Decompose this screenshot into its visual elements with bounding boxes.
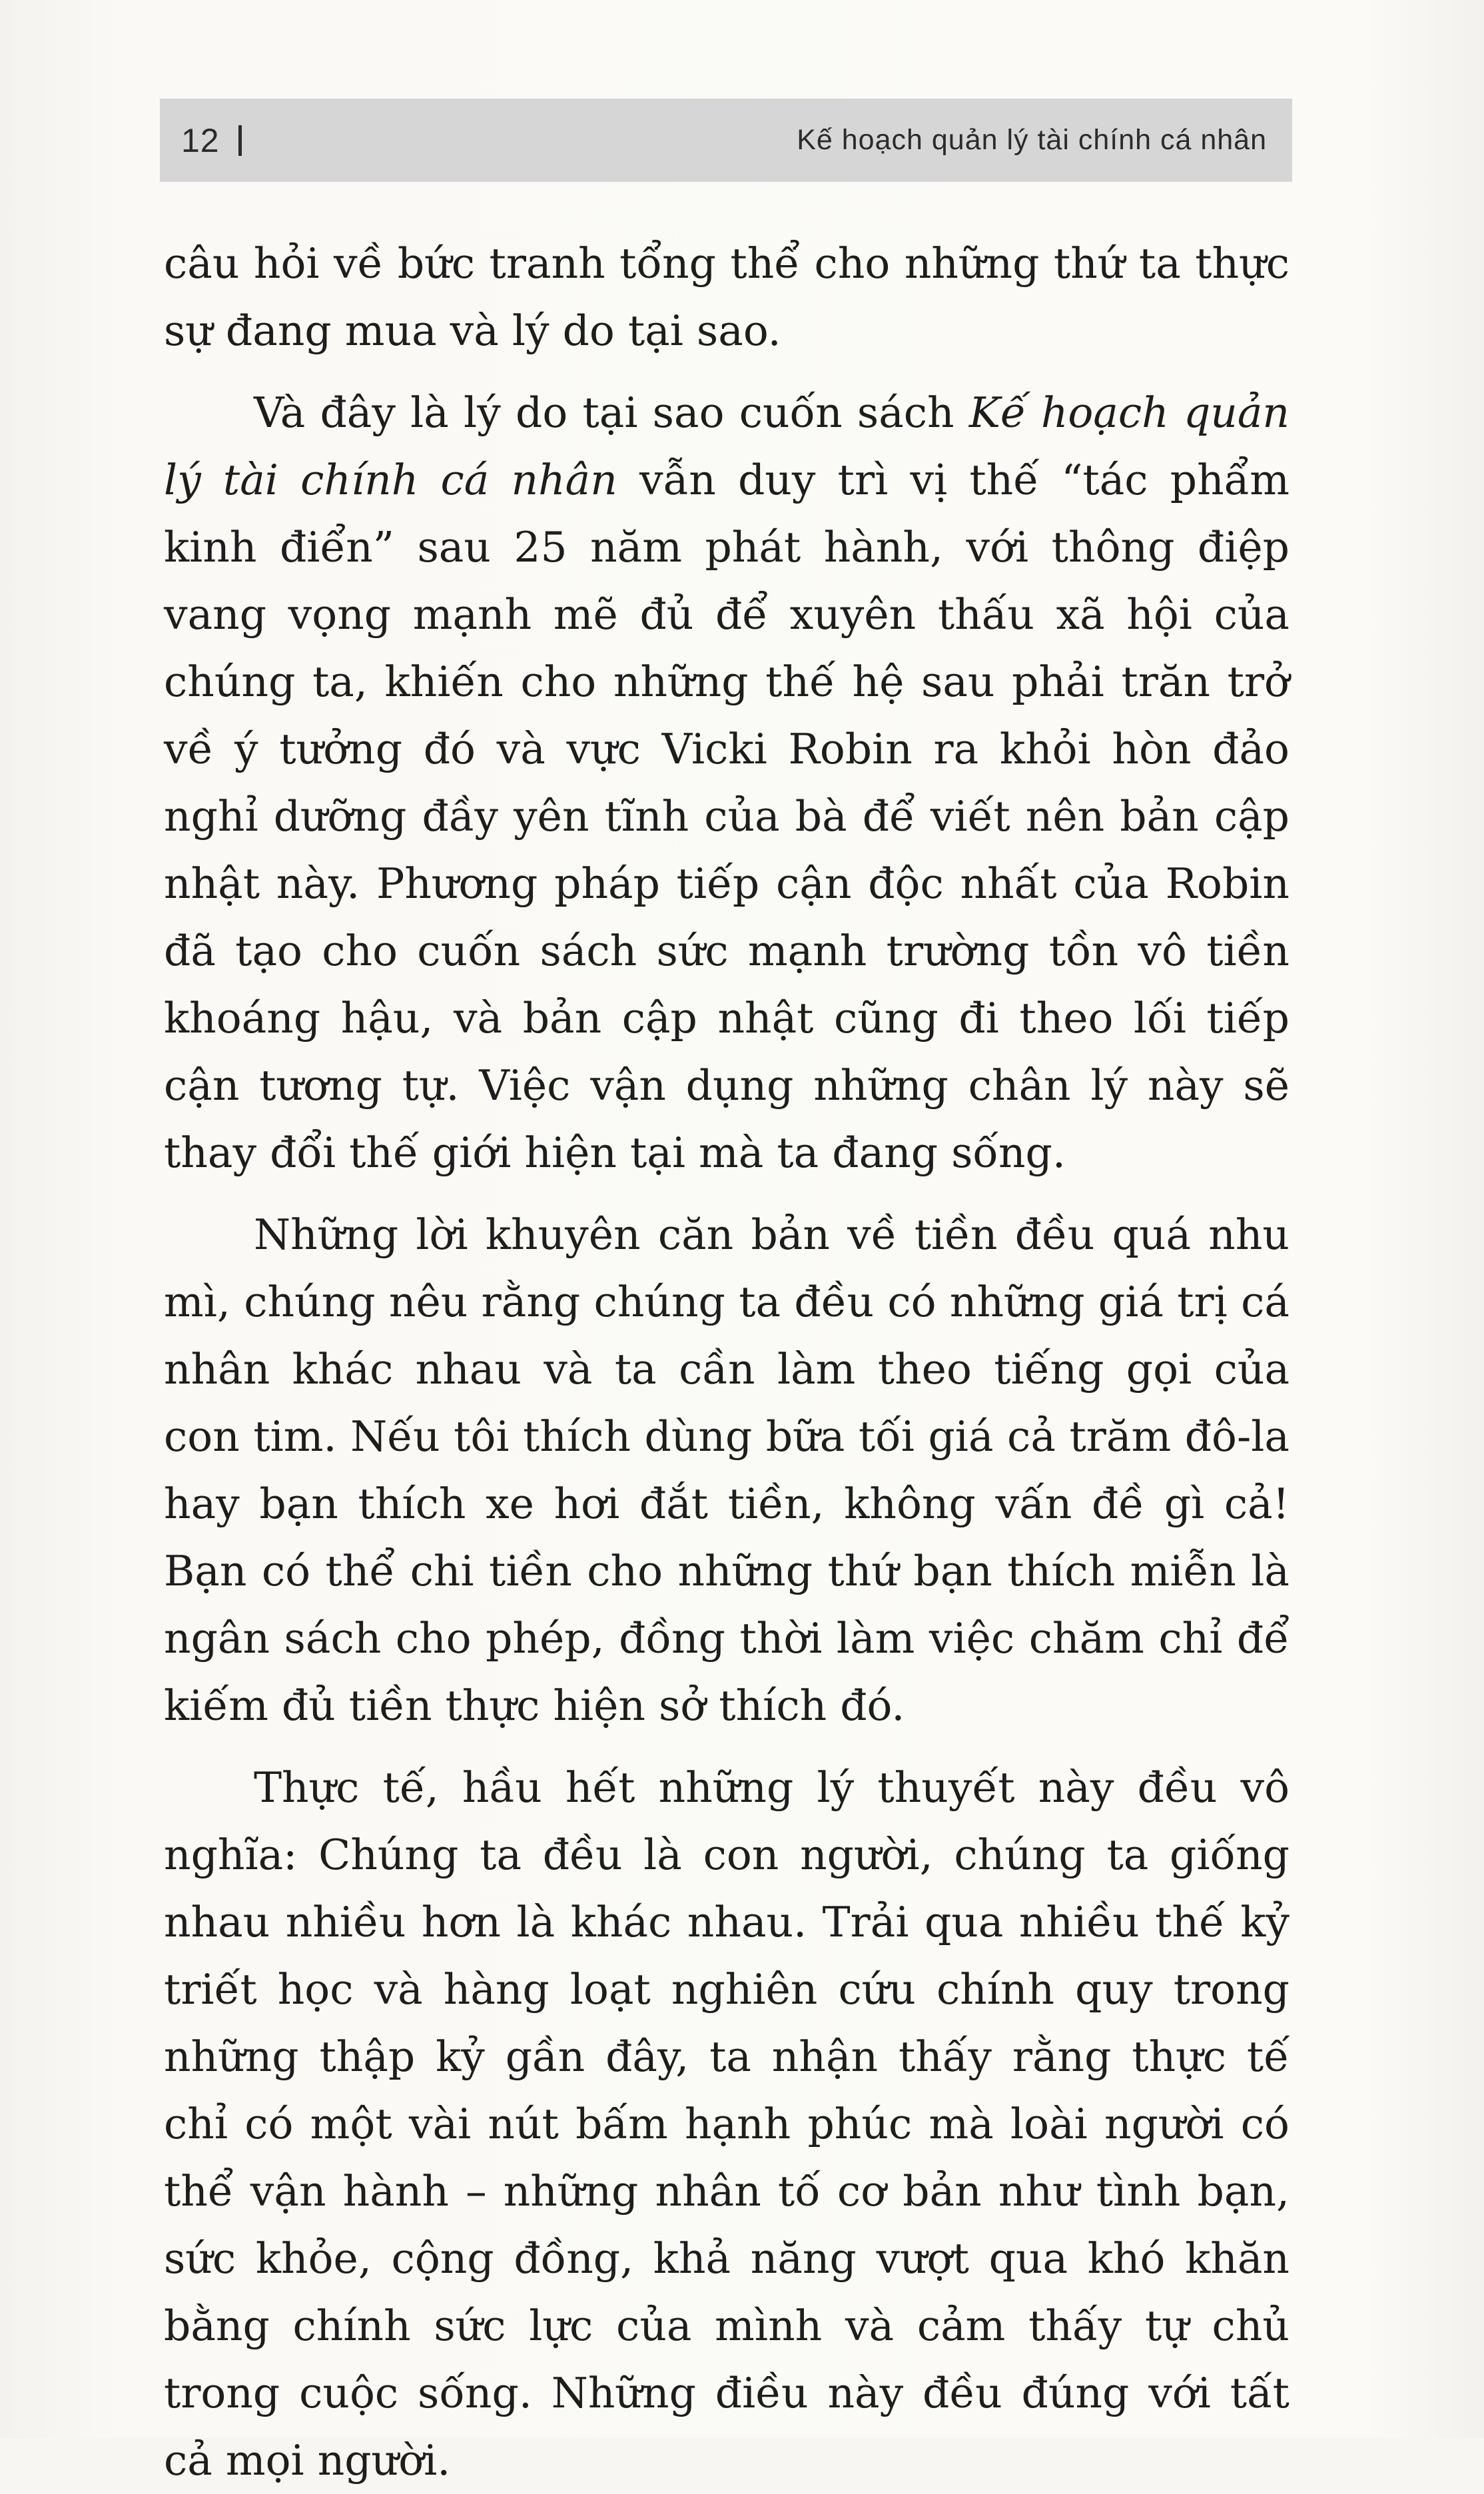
paragraph-2-rest: vẫn duy trì vị thế “tác phẩm kinh điển” sau 25 năm phát hành, với thông điệp vang vọng mạnh mẽ đủ để xuyên thấu xã hội của chúng ta, khiến cho những thế hệ sau phải trăn trở về ý tưởng đó và vực Vicki Robin ra khỏi hòn đảo nghỉ dưỡng đầy yên tĩnh của bà để viết nên bản cập nhật này. Phương pháp tiếp cận độc nhất của Robin đã tạo cho cuốn sách sức mạnh trường tồn vô tiền khoáng hậu, và bản cập nhật cũng đi theo lối tiếp cận tương tự. Việc vận dụng những chân lý này sẽ thay đổi thế giới hiện tại mà ta đang sống. — [164, 456, 1290, 1177]
paragraph-2-lead: Và đây là lý do tại sao cuốn sách — [254, 388, 969, 437]
paragraph-3: Những lời khuyên căn bản về tiền đều quá nhu mì, chúng nêu rằng chúng ta đều có những giá trị cá nhân khác nhau và ta cần làm theo tiếng gọi của con tim. Nếu tôi thích dùng bữa tối giá cả trăm đô-la hay bạn thích xe hơi đắt tiền, không vấn đề gì cả! Bạn có thể chi tiền cho những thứ bạn thích miễn là ngân sách cho phép, đồng thời làm việc chăm chỉ để kiếm đủ tiền thực hiện sở thích đó. — [164, 1210, 1290, 1730]
paragraph-2-book-title: Kế hoạch quản lý tài chính cá nhân — [164, 388, 1290, 504]
running-book-title: Kế hoạch quản lý tài chính cá nhân — [797, 124, 1267, 156]
page-number: 12 — [181, 121, 220, 159]
paragraph-4: Thực tế, hầu hết những lý thuyết này đều vô nghĩa: Chúng ta đều là con người, chúng ta giống nhau nhiều hơn là khác nhau. Trải qua nhiều thế kỷ triết học và hàng loạt nghiên cứu chính quy trong những thập kỷ gần đây, ta nhận thấy rằng thực tế chỉ có một vài nút bấm hạnh phúc mà loài người có thể vận hành – những nhân tố cơ bản như tình bạn, sức khỏe, cộng đồng, khả năng vượt qua khó khăn bằng chính sức lực của mình và cảm thấy tự chủ trong cuộc sống. Những điều này đều đúng với tất cả mọi người. — [164, 1763, 1290, 2485]
body-text — [164, 230, 1290, 2494]
paragraph-1: câu hỏi về bức tranh tổng thể cho những thứ ta thực sự đang mua và lý do tại sao. — [164, 239, 1290, 355]
header-divider — [238, 125, 242, 156]
page-number-group — [181, 121, 242, 160]
paragraph-2 — [164, 379, 1290, 1186]
running-header — [160, 99, 1292, 182]
